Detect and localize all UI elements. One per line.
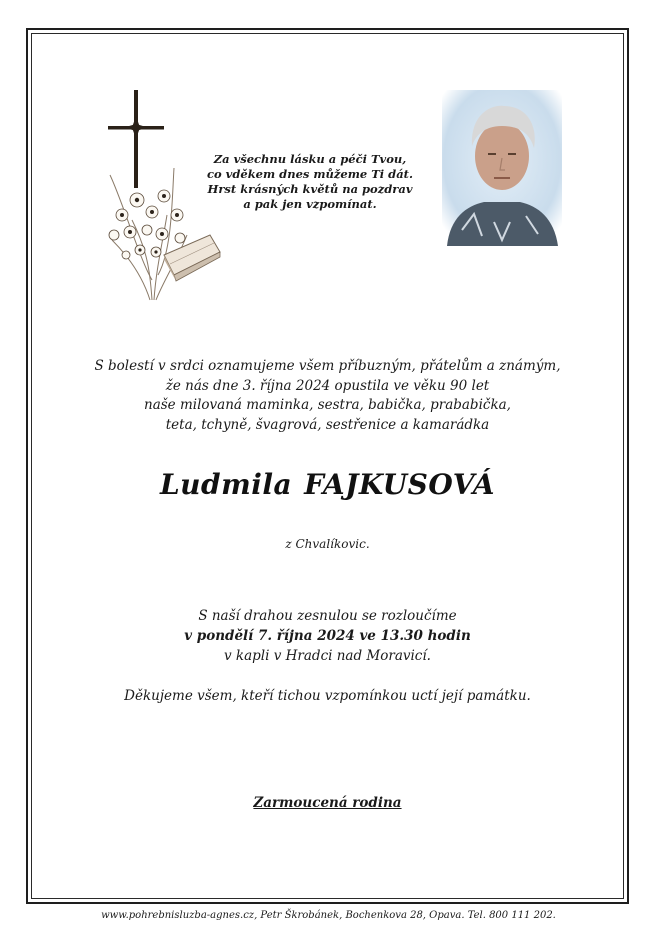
portrait-photo — [442, 90, 562, 246]
footer: www.pohrebnisluzba-agnes.cz, Petr Škrobánek, Bochenkova 28, Opava. Tel. 800 111 202. — [101, 910, 556, 921]
last-name: FAJKUSOVÁ — [304, 468, 496, 501]
announcement — [60, 357, 595, 435]
funeral-info — [60, 606, 595, 666]
poem — [200, 152, 420, 212]
announcement-line: S bolestí v srdci oznamujeme všem příbuzným, přátelům a známým, — [94, 358, 561, 374]
origin: z Chvalíkovic. — [285, 537, 370, 551]
announcement-line: že nás dne 3. října 2024 opustila ve věku 90 let — [165, 377, 490, 394]
poem-line: Za všechnu lásku a péči Tvou, — [213, 152, 407, 166]
poem-line: co vděkem dnes můžeme Ti dát. — [207, 167, 413, 181]
funeral-place: v kapli v Hradci nad Moravicí. — [224, 648, 431, 664]
funeral-date: v pondělí 7. října 2024 ve 13.30 hodin — [184, 628, 471, 644]
thanks-text: Děkujeme všem, kteří tichou vzpomínkou uctí její památku. — [124, 688, 531, 704]
signature-text: Zarmoucená rodina — [253, 795, 402, 811]
deceased-name — [60, 468, 595, 501]
first-name: Ludmila — [159, 468, 293, 501]
poem-line: a pak jen vzpomínat. — [243, 197, 377, 211]
signature — [60, 795, 595, 811]
poem-line: Hrst krásných květů na pozdrav — [207, 182, 413, 196]
announcement-line: naše milovaná maminka, sestra, babička, prababička, — [144, 397, 511, 413]
funeral-line: S naší drahou zesnulou se rozloučíme — [198, 608, 457, 624]
announcement-line: teta, tchyně, švagrová, sestřenice a kamarádka — [165, 416, 490, 433]
